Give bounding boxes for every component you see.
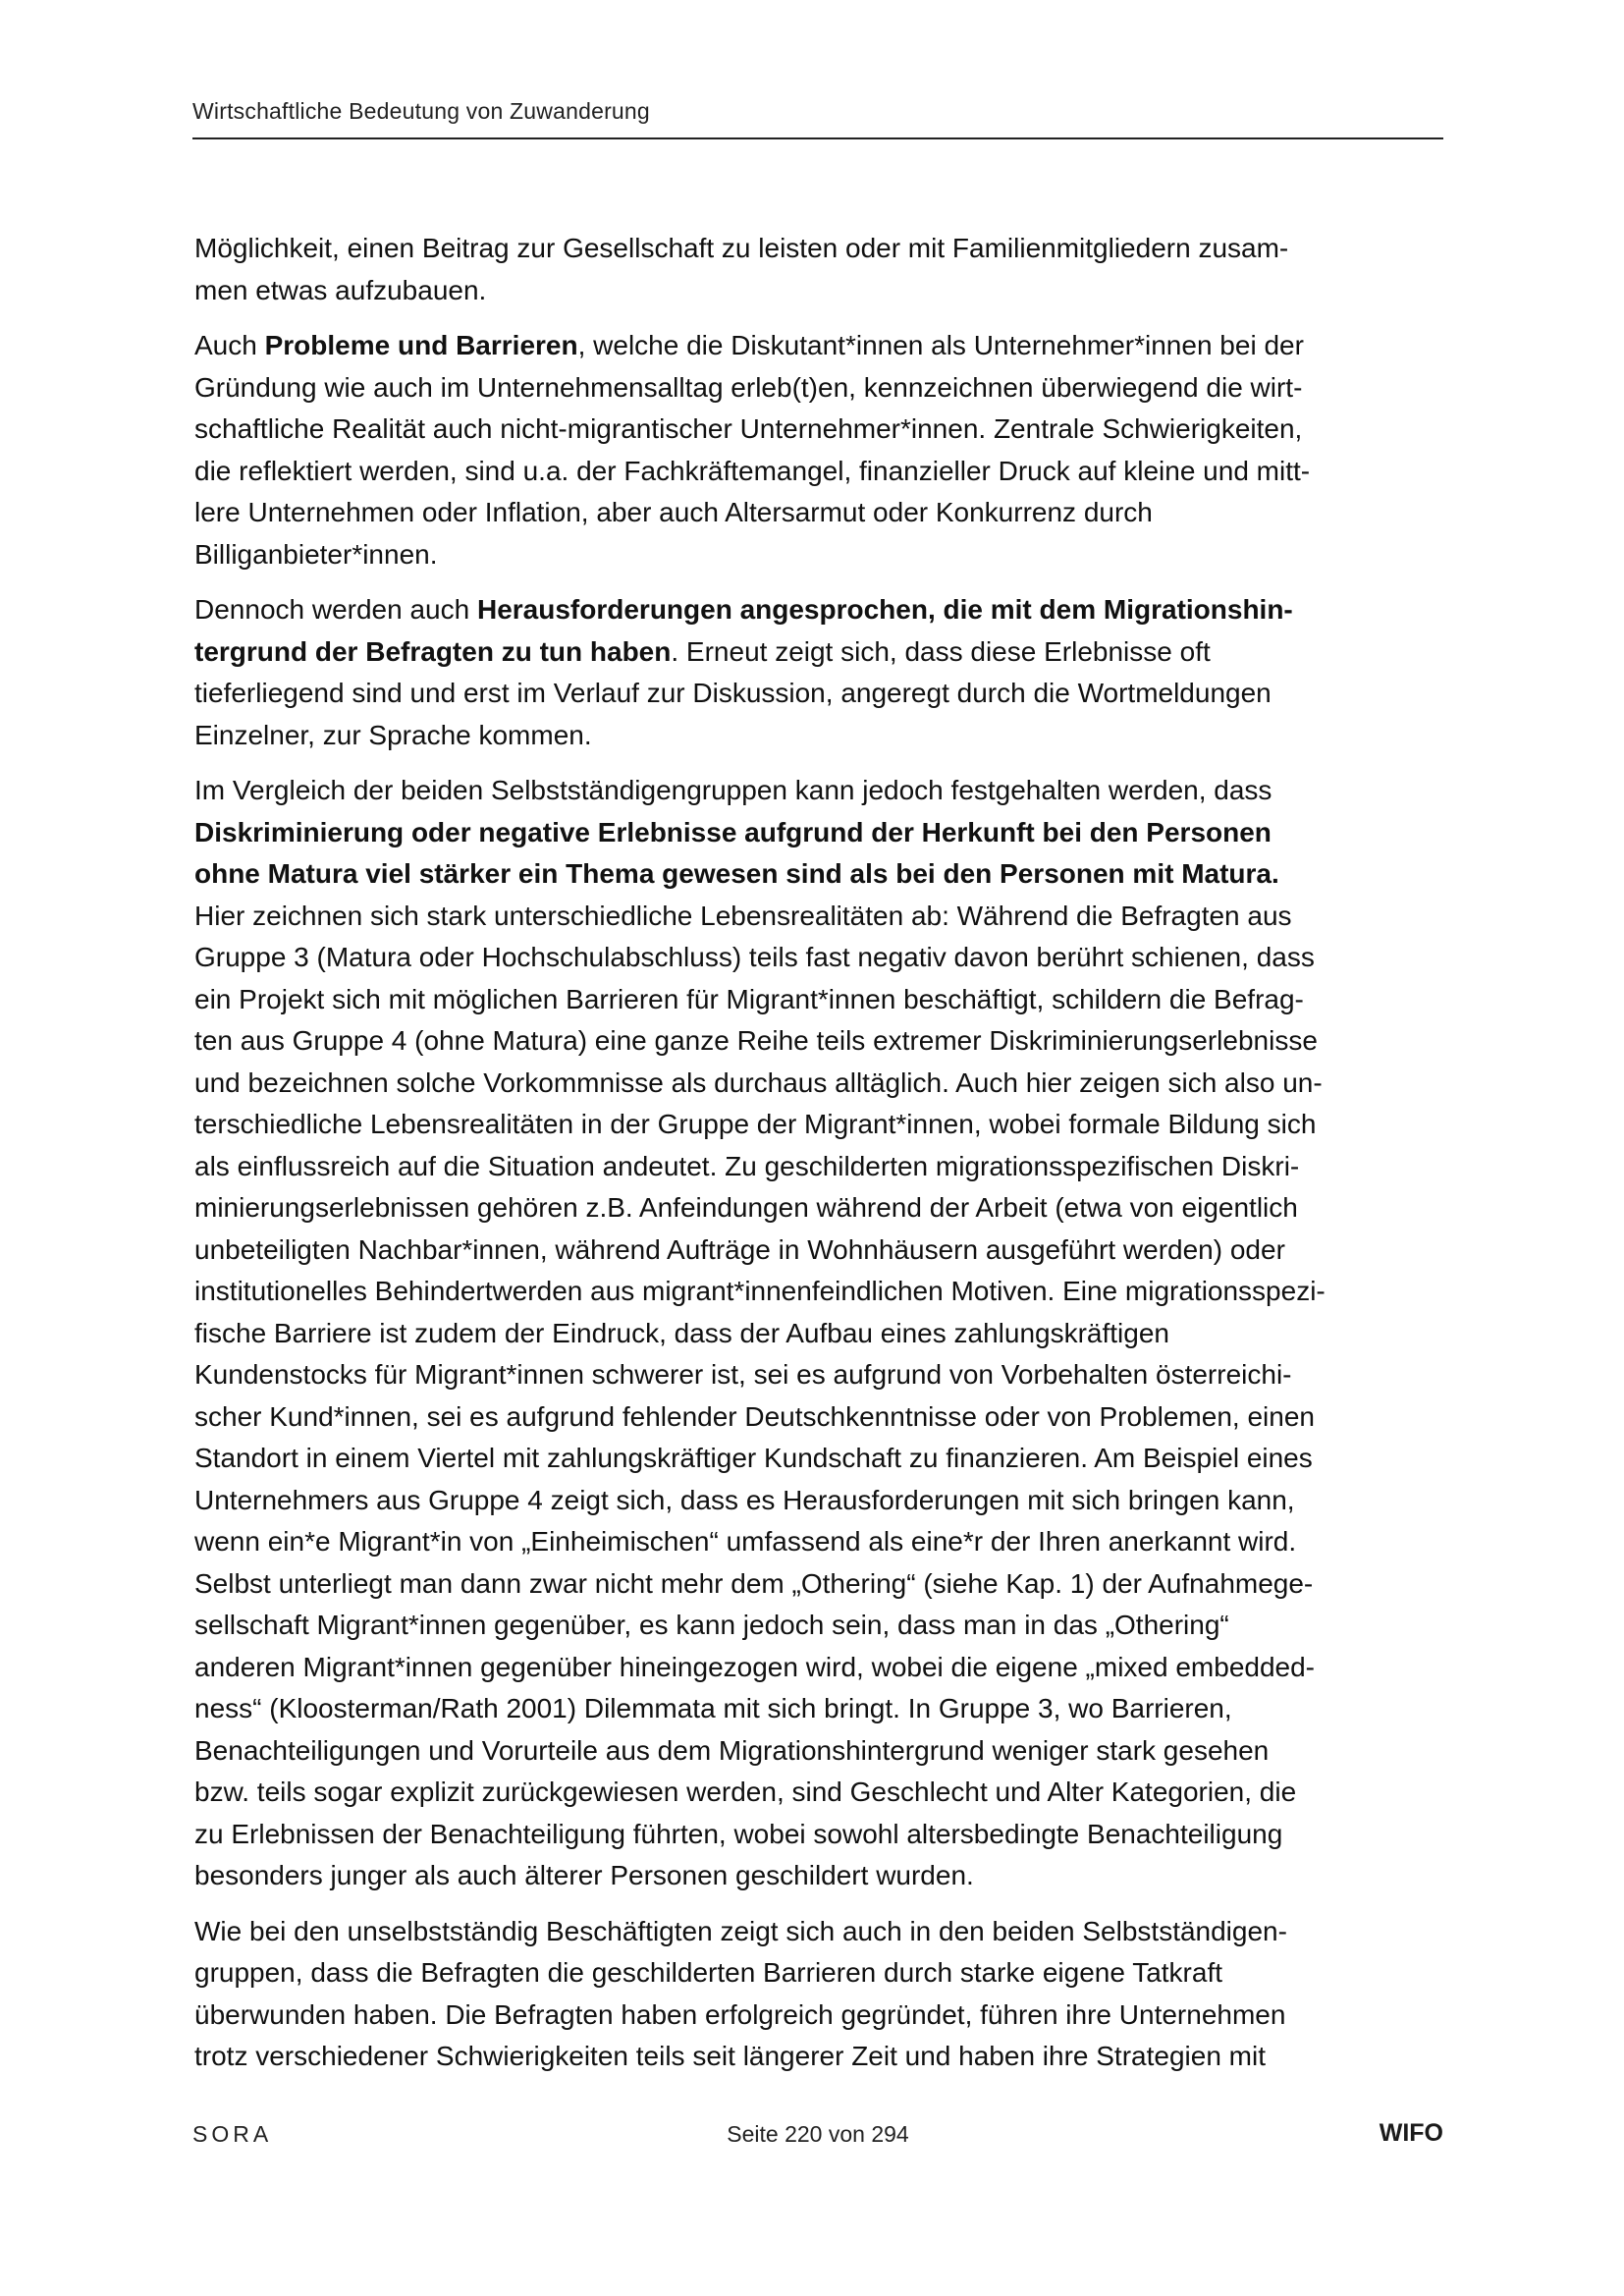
text-line [194,1485,1295,1515]
text-line [194,1999,1285,2030]
text-line [194,456,1310,486]
text-line [194,1276,1326,1306]
text-run: Wie bei den unselbstständig Beschäftigten zeigt sich auch in den beiden Selbstständigen- [194,1915,1287,1946]
text-run: wenn ein*e Migrant*in von „Einheimischen“ umfassend als eine*r der Ihren anerkannt wird. [194,1526,1297,1557]
text-line [194,372,1302,403]
text-line [194,2041,1266,2071]
text-line [194,1443,1313,1473]
text-line [194,1234,1285,1265]
text-line [194,1568,1313,1599]
text-line [194,1401,1315,1432]
text-run: institutionelles Behindertwerden aus migrant*innenfeindlichen Motiven. Eine migrationsspezi- [194,1276,1326,1306]
text-line [194,720,592,750]
text-run: ness“ (Kloosterman/Rath 2001) Dilemmata mit sich bringt. In Gruppe 3, wo Barrieren, [194,1693,1232,1723]
bold-text: ohne Matura viel stärker ein Thema gewesen sind als bei den Personen mit Matura. [194,858,1279,889]
text-line [194,1109,1316,1139]
text-run: anderen Migrant*innen gegenüber hineingezogen wird, wobei die eigene „mixed embedded- [194,1651,1315,1682]
text-line [194,1610,1229,1640]
text-run: besonders junger als auch älterer Personen geschildert wurden. [194,1860,974,1890]
text-run: die reflektiert werden, sind u.a. der Fachkräftemangel, finanzieller Druck auf kleine und mitt- [194,455,1311,486]
text-run: und bezeichnen solche Vorkommnisse als durchaus alltäglich. Auch hier zeigen sich also un- [194,1066,1323,1098]
text-line [194,817,1272,847]
text-run: , welche die Diskutant*innen als Unternehmer*innen bei der [577,330,1304,360]
text-run: terschiedliche Lebensrealitäten in der Gruppe der Migrant*innen, wobei formale Bildung sich [194,1109,1317,1139]
text-line [194,1151,1299,1181]
text-run: Selbst unterliegt man dann zwar nicht mehr dem „Othering“ (siehe Kap. 1) der Aufnahmege- [194,1567,1314,1599]
paragraph [194,1911,1437,2078]
text-line [194,1916,1287,1946]
text-run: Gruppe 3 (Matura oder Hochschulabschluss) teils fast negativ davon berührt schienen, dass [194,942,1315,972]
text-line [194,858,1279,889]
text-line [194,539,438,570]
footer-sora-logo: SORA [192,2121,273,2147]
text-line [194,594,1293,625]
text-run: schaftliche Realität auch nicht-migrantischer Unternehmer*innen. Zentrale Schwierigkeiten, [194,413,1303,444]
text-run: Benachteiligungen und Vorurteile aus dem Migrationshintergrund weniger stark gesehen [194,1734,1270,1766]
text-run: überwunden haben. Die Befragten haben erfolgreich gegründet, führen ihre Unternehmen [194,1998,1286,2030]
text-run: Im Vergleich der beiden Selbstständigengruppen kann jedoch festgehalten werden, dass [194,775,1272,805]
text-run: Billiganbieter*innen. [194,538,438,570]
text-line [194,1957,1222,1988]
text-run: zu Erlebnissen der Benachteiligung führten, wobei sowohl altersbedingte Benachteiligung [194,1818,1283,1849]
page-number: Seite 220 von 294 [727,2121,909,2147]
text-run: Unternehmers aus Gruppe 4 zeigt sich, dass es Herausforderungen mit sich bringen kann, [194,1484,1295,1515]
text-run: sellschaft Migrant*innen gegenüber, es kann jedoch sein, dass man in das „Othering“ [194,1610,1229,1640]
paragraph [194,228,1437,311]
text-line [194,984,1304,1014]
text-line [194,1025,1318,1056]
text-run: men etwas aufzubauen. [194,274,487,305]
text-run: als einflussreich auf die Situation andeutet. Zu geschilderten migrationsspezifischen Diskri- [194,1150,1300,1181]
bold-text: Diskriminierung oder negative Erlebnisse aufgrund der Herkunft bei den Personen [194,816,1272,847]
text-run: fische Barriere ist zudem der Eindruck, dass der Aufbau eines zahlungskräftigen [194,1317,1169,1348]
text-run: trotz verschiedener Schwierigkeiten teils seit längerer Zeit und haben ihre Strategien mit [194,2041,1267,2071]
text-line [194,1526,1296,1557]
text-run: . Erneut zeigt sich, dass diese Erlebnisse oft [671,635,1211,667]
text-run: Auch [194,330,265,360]
bold-text: tergrund der Befragten zu tun haben [194,635,672,667]
text-run: ten aus Gruppe 4 (ohne Matura) eine ganze Reihe teils extremer Diskriminierungserlebnisse [194,1025,1318,1056]
paragraph [194,770,1437,1897]
wifo-logo-text: WIFO [1379,2119,1443,2147]
text-run: lere Unternehmen oder Inflation, aber auch Altersarmut oder Konkurrenz durch [194,497,1153,527]
text-line [194,1067,1323,1098]
footer-wifo-logo [1380,2119,1443,2148]
text-run: tieferliegend sind und erst im Verlauf zur Diskussion, angeregt durch die Wortmeldungen [194,678,1272,708]
text-line [194,1860,974,1890]
text-line [194,942,1315,972]
page-footer [192,2121,1443,2160]
text-line [194,1652,1315,1682]
text-line [194,636,1211,667]
text-run: scher Kund*innen, sei es aufgrund fehlender Deutschkenntnisse oder von Problemen, einen [194,1400,1315,1432]
text-line [194,275,486,305]
page-header [192,98,1443,139]
text-line [194,775,1272,805]
text-run: bzw. teils sogar explizit zurückgewiesen werden, sind Geschlecht und Alter Kategorien, die [194,1777,1297,1807]
running-header-title: Wirtschaftliche Bedeutung von Zuwanderung [192,98,650,124]
text-run: Möglichkeit, einen Beitrag zur Gesellschaft zu leisten oder mit Familienmitgliedern zusam- [194,233,1289,263]
text-line [194,330,1304,360]
text-line [194,1359,1291,1390]
text-run: ein Projekt sich mit möglichen Barrieren für Migrant*innen beschäftigt, schildern die Befrag- [194,983,1304,1014]
text-line [194,1777,1296,1807]
text-run: Einzelner, zur Sprache kommen. [194,719,592,750]
text-line [194,901,1292,931]
text-run: Gründung wie auch im Unternehmensalltag erleb(t)en, kennzeichnen überwiegend die wirt- [194,371,1303,403]
text-line [194,1192,1298,1223]
text-run: Standort in einem Viertel mit zahlungskräftiger Kundschaft zu finanzieren. Am Beispiel eines [194,1443,1313,1473]
text-line [194,413,1302,444]
text-line [194,233,1288,263]
text-run: unbeteiligten Nachbar*innen, während Aufträge in Wohnhäusern ausgeführt werden) oder [194,1233,1285,1265]
text-run: gruppen, dass die Befragten die geschilderten Barrieren durch starke eigene Tatkraft [194,1957,1223,1988]
text-run: Dennoch werden auch [194,594,477,625]
bold-text: Probleme und Barrieren [264,330,578,360]
text-line [194,1819,1282,1849]
text-run: Kundenstocks für Migrant*innen schwerer ist, sei es aufgrund von Vorbehalten österreichi- [194,1359,1292,1390]
text-line [194,497,1153,527]
text-line [194,678,1272,708]
text-line [194,1693,1232,1723]
text-run: minierungserlebnissen gehören z.B. Anfeindungen während der Arbeit (etwa von eigentlich [194,1192,1298,1223]
text-run: Hier zeichnen sich stark unterschiedliche Lebensrealitäten ab: Während die Befragten aus [194,900,1292,931]
paragraph [194,325,1437,575]
text-line [194,1318,1169,1348]
text-line [194,1735,1269,1766]
body-text [194,228,1437,2092]
bold-text: Herausforderungen angesprochen, die mit dem Migrationshin- [476,594,1293,625]
paragraph [194,589,1437,756]
